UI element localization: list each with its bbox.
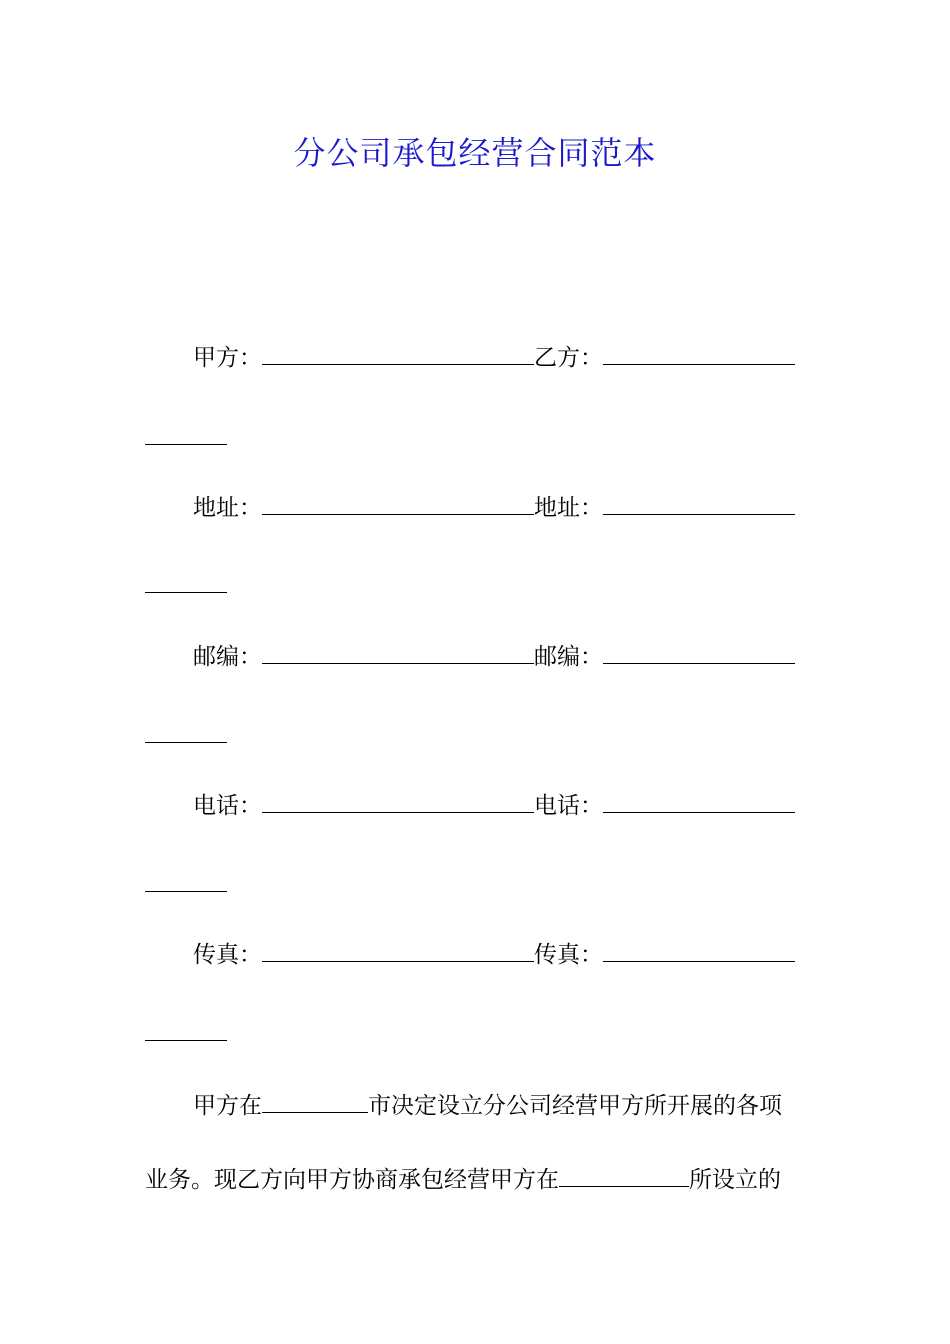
field-row-fax (193, 939, 795, 971)
field-label-party-b: 乙方： (534, 345, 603, 371)
paragraph-line-2 (145, 1164, 781, 1196)
paragraph-text: 业务。现乙方向甲方协商承包经营甲方在 (145, 1167, 559, 1193)
field-label-postcode-b: 邮编： (534, 644, 603, 670)
field-blank-phone-b (603, 790, 795, 813)
field-blank-fax-b-continued (145, 1040, 227, 1041)
field-row-address (193, 492, 795, 524)
field-blank-party-b-continued (145, 444, 227, 445)
field-blank-postcode-a (262, 641, 534, 664)
field-label-postcode-a: 邮编： (193, 644, 262, 670)
field-blank-party-a (262, 342, 534, 365)
paragraph-text: 甲方在 (193, 1093, 262, 1119)
field-blank-address-b-continued (145, 592, 227, 593)
field-label-fax-b: 传真： (534, 942, 603, 968)
paragraph-blank-location (559, 1164, 689, 1187)
field-blank-address-a (262, 492, 534, 515)
field-label-party-a: 甲方： (193, 345, 262, 371)
field-blank-postcode-b (603, 641, 795, 664)
field-blank-postcode-b-continued (145, 742, 227, 743)
field-blank-fax-b (603, 939, 795, 962)
field-blank-phone-a (262, 790, 534, 813)
field-row-postcode (193, 641, 795, 673)
field-label-address-b: 地址： (534, 495, 603, 521)
paragraph-blank-city (262, 1090, 368, 1113)
paragraph-line-1 (193, 1090, 782, 1122)
field-blank-fax-a (262, 939, 534, 962)
field-blank-party-b (603, 342, 795, 365)
document-title: 分公司承包经营合同范本 (293, 134, 657, 172)
field-label-fax-a: 传真： (193, 942, 262, 968)
field-label-phone-a: 电话： (193, 793, 262, 819)
paragraph-text: 所设立的 (689, 1167, 781, 1193)
field-blank-phone-b-continued (145, 891, 227, 892)
paragraph-text: 市决定设立分公司经营甲方所开展的各项 (368, 1093, 782, 1119)
field-label-address-a: 地址： (193, 495, 262, 521)
field-label-phone-b: 电话： (534, 793, 603, 819)
field-row-phone (193, 790, 795, 822)
field-row-party (193, 342, 795, 374)
field-blank-address-b (603, 492, 795, 515)
